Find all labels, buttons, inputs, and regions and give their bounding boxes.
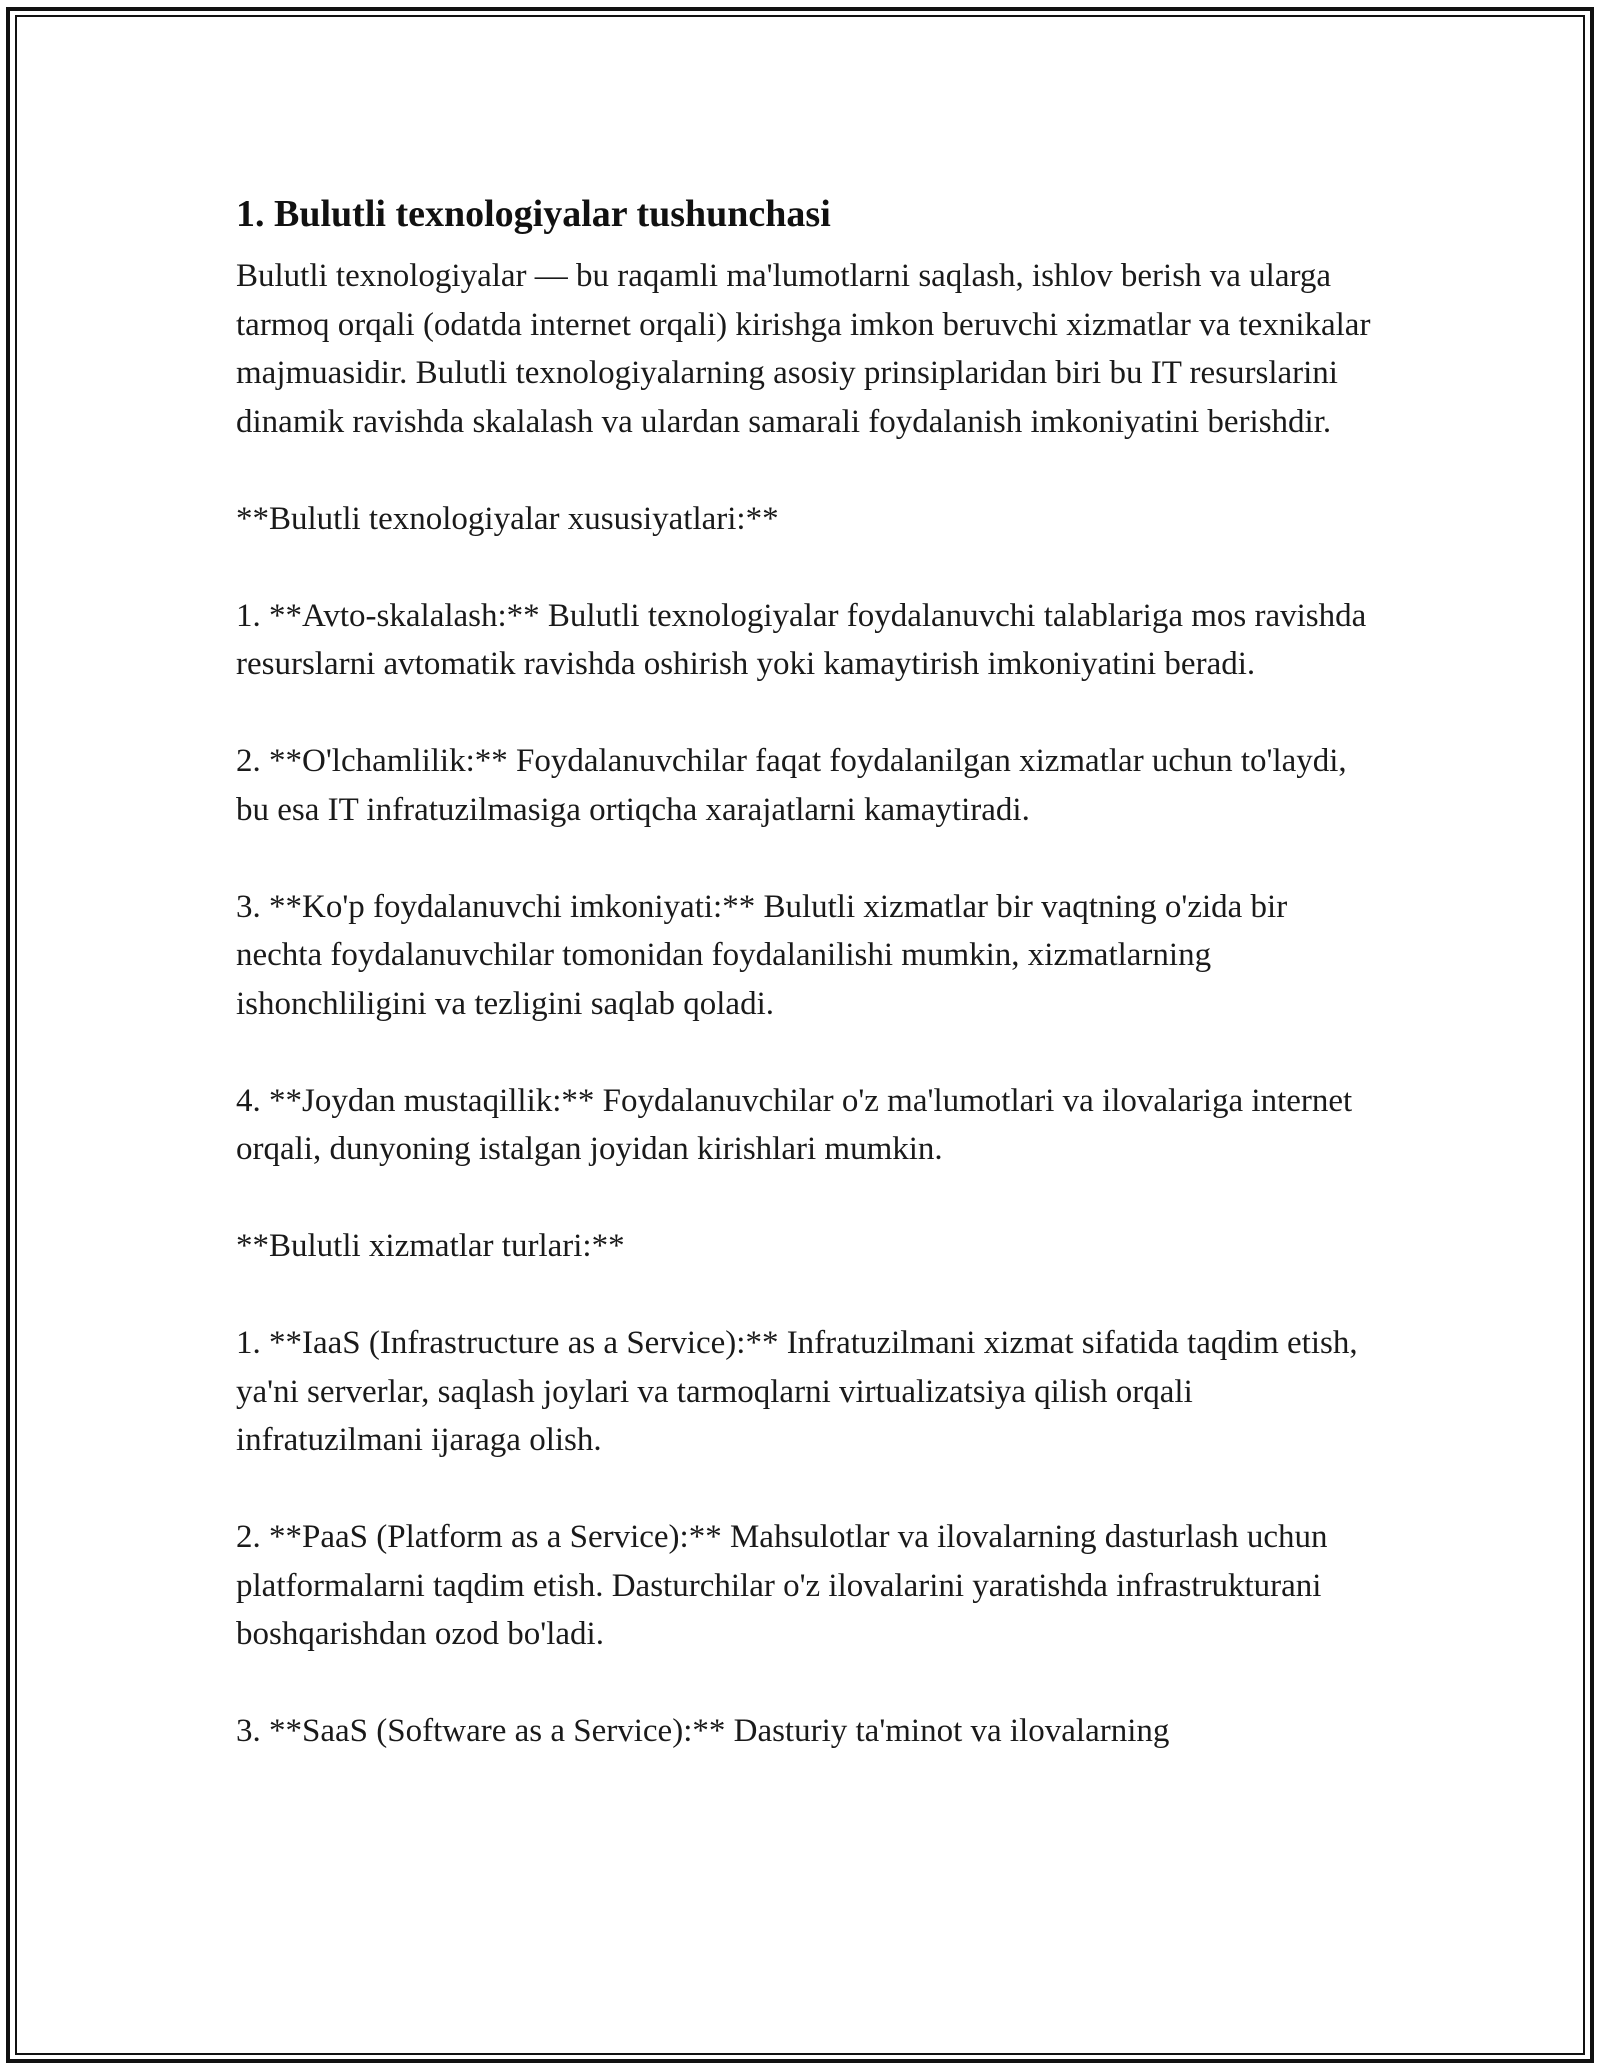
features-heading: **Bulutli texnologiyalar xususiyatlari:**: [236, 500, 779, 537]
feature-item-location-independence: 4. **Joydan mustaqillik:** Foydalanuvchilar o'z ma'lumotlari va ilovalariga internet orqali, dunyoning istalgan joyidan kirishlari mumkin.: [236, 1082, 1353, 1167]
service-item-paas: 2. **PaaS (Platform as a Service):** Mahsulotlar va ilovalarning dasturlash uchun platformalarni taqdim etish. Dasturchilar o'z ilovalarini yaratishda infrastrukturani boshqarishdan ozod bo'ladi.: [236, 1519, 1328, 1652]
document-body: [236, 186, 1376, 1804]
feature-item-auto-scaling: 1. **Avto-skalalash:** Bulutli texnologiyalar foydalanuvchi talablariga mos ravishda resurslarni avtomatik ravishda oshirish yoki kamaytirish imkoniyatini beradi.: [236, 597, 1367, 682]
service-item-saas: 3. **SaaS (Software as a Service):** Dasturiy ta'minot va ilovalarning: [236, 1713, 1170, 1749]
intro-paragraph: Bulutli texnologiyalar — bu raqamli ma'lumotlarni saqlash, ishlov berish va ularga tarmoq orqali (odatda internet orqali) kirishga imkon beruvchi xizmatlar va texnikalar majmuasidir. Bulutli texnologiyalarning asosiy prinsiplaridan biri bu IT resurslarini dinamik ravishda skalalash va ulardan samarali foydalanish imkoniyatini berishdir.: [236, 258, 1371, 440]
feature-item-multi-user: 3. **Ko'p foydalanuvchi imkoniyati:** Bulutli xizmatlar bir vaqtning o'zida bir nechta foydalanuvchilar tomonidan foydalanilishi mumkin, xizmatlarning ishonchliligini va tezligini saqlab qoladi.: [236, 888, 1288, 1022]
feature-item-measurability: 2. **O'lchamlilik:** Foydalanuvchilar faqat foydalanilgan xizmatlar uchun to'laydi, bu esa IT infratuzilmasiga ortiqcha xarajatlarni kamaytiradi.: [236, 743, 1347, 828]
service-types-heading: **Bulutli xizmatlar turlari:**: [236, 1228, 625, 1264]
service-item-iaas: 1. **IaaS (Infrastructure as a Service):** Infratuzilmani xizmat sifatida taqdim etish, ya'ni serverlar, saqlash joylari va tarmoqlarni virtualizatsiya qilish orqali infratuzilmani ijaraga olish.: [236, 1325, 1358, 1458]
section-title: 1. Bulutli texnologiyalar tushunchasi: [236, 193, 831, 235]
